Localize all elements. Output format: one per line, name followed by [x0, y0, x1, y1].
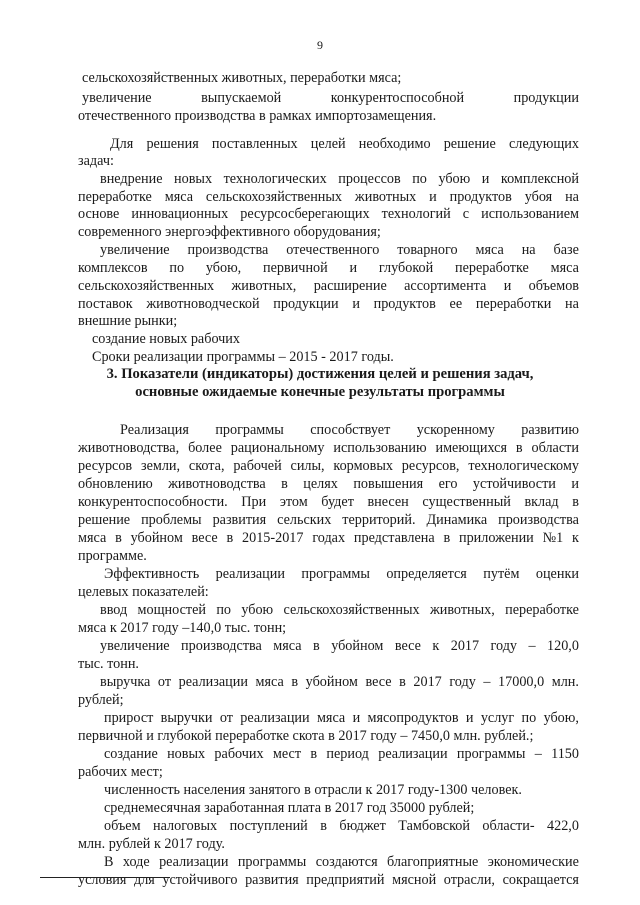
word: поставок	[78, 296, 133, 312]
word: Эффективность	[104, 566, 200, 582]
word: В	[104, 854, 114, 870]
word: –	[528, 638, 536, 654]
text-line	[78, 278, 579, 295]
word: продукции	[513, 90, 579, 106]
word: году	[490, 638, 518, 654]
word: в	[115, 530, 122, 546]
word: ресурсосберегающих	[240, 206, 370, 222]
text-line: Сроки реализации программы – 2015 - 2017 годы.	[92, 349, 394, 365]
word: –	[483, 674, 491, 690]
word: приложении	[458, 530, 534, 546]
word: переработке	[505, 602, 579, 618]
word: продуктов	[449, 189, 512, 205]
word: выпускаемой	[201, 90, 282, 106]
word: расширение	[313, 278, 387, 294]
word: в	[226, 530, 234, 546]
word: ее	[449, 296, 463, 312]
word: поставленных	[211, 136, 298, 152]
word: отрасли,	[443, 872, 495, 888]
word: реализации	[178, 674, 248, 690]
text-line: программе.	[78, 548, 147, 564]
text-line: млн. рублей к 2017 году.	[78, 836, 225, 852]
word: и	[571, 476, 579, 492]
text-line	[104, 746, 579, 763]
word: устойчивого	[162, 872, 238, 888]
word: объемов	[528, 278, 579, 294]
word: мощностей	[137, 602, 206, 618]
word: технологий	[381, 206, 451, 222]
word: программы	[237, 854, 307, 870]
word: глубокой	[378, 260, 434, 276]
word: увеличение	[82, 90, 152, 106]
word: необходимо	[358, 136, 431, 152]
word: налоговых	[153, 818, 218, 834]
word: развитию	[521, 422, 579, 438]
word: выручка	[100, 674, 151, 690]
word: животноводства	[168, 476, 266, 492]
word: будет	[321, 494, 354, 510]
word: рабочих	[214, 746, 264, 762]
text-line	[120, 422, 579, 439]
word: мяса	[475, 242, 504, 258]
text-line	[100, 638, 579, 655]
word: При	[241, 494, 267, 510]
word: сельскохозяйственных	[205, 189, 343, 205]
word: переработки	[475, 296, 552, 312]
word: убойном	[331, 638, 384, 654]
word: комплексов	[78, 260, 148, 276]
word: программы	[301, 566, 370, 582]
word: силы,	[290, 458, 325, 474]
text-line: рабочих мест;	[78, 764, 163, 780]
word: 2017	[450, 638, 480, 654]
text-line: сельскохозяйственных животных, переработки мяса;	[82, 70, 402, 86]
word: внедрение	[100, 171, 163, 187]
word: благоприятные	[387, 854, 479, 870]
word: целей	[310, 136, 346, 152]
text-line: первичной и глубокой переработке скота в 2017 году – 7450,0 млн. рублей.;	[78, 728, 534, 744]
word: сельских	[277, 512, 332, 528]
text-line: целевых показателей:	[78, 584, 209, 600]
word: мяса	[164, 189, 194, 205]
text-line	[100, 171, 579, 188]
text-line	[78, 440, 579, 457]
word: создание	[104, 746, 158, 762]
word: мяса	[255, 674, 284, 690]
word: для	[133, 872, 155, 888]
word: области-	[482, 818, 535, 834]
text-line: мяса к 2017 году –140,0 тыс. тонн;	[78, 620, 287, 636]
word: кормовых	[333, 458, 393, 474]
word: животных,	[429, 602, 495, 618]
word: ресурсов	[78, 458, 133, 474]
word: предприятий	[306, 872, 385, 888]
word: следующих	[508, 136, 579, 152]
word: продукции	[273, 296, 339, 312]
word: комплексной	[500, 171, 579, 187]
text-line: задач:	[78, 153, 114, 169]
word: убоя	[524, 189, 553, 205]
word: товарного	[397, 242, 458, 258]
word: сокращается	[502, 872, 579, 888]
text-line: численность населения занятого в отрасли к 2017 году-1300 человек.	[104, 782, 522, 798]
word: в	[399, 674, 406, 690]
word: мясной	[392, 872, 437, 888]
text-line	[78, 458, 579, 475]
text-line	[78, 206, 579, 223]
word: программы	[215, 422, 284, 438]
word: реализации	[159, 854, 229, 870]
word: использованием	[481, 206, 579, 222]
word: выручки	[160, 710, 213, 726]
word: развития	[245, 872, 299, 888]
word: убою,	[543, 710, 579, 726]
word: Динамика	[426, 512, 488, 528]
word: экономические	[487, 854, 579, 870]
word: к	[432, 638, 440, 654]
word: базе	[553, 242, 579, 258]
word: мяса	[78, 530, 107, 546]
word: мяса	[273, 638, 302, 654]
word: по	[521, 710, 537, 726]
word: развития	[212, 512, 267, 528]
word: 1150	[551, 746, 579, 762]
word: убою,	[205, 260, 242, 276]
word: и	[465, 710, 474, 726]
word: на	[565, 296, 579, 312]
text-line: внешние рынки;	[78, 313, 178, 329]
word: период	[326, 746, 369, 762]
text-line	[100, 674, 579, 691]
word: бюджет	[339, 818, 386, 834]
word: использованию	[333, 440, 427, 456]
word: 2015-2017	[242, 530, 304, 546]
word: более	[188, 440, 222, 456]
word: ходе	[122, 854, 150, 870]
text-line	[78, 189, 579, 206]
word: решения	[146, 136, 199, 152]
word: первичной	[263, 260, 328, 276]
text-line	[78, 494, 579, 511]
word: вклад	[524, 494, 559, 510]
word: №1	[542, 530, 564, 546]
text-line	[104, 854, 579, 871]
word: с	[462, 206, 470, 222]
word: в	[281, 476, 288, 492]
word: программы	[456, 746, 526, 762]
word: повышения	[353, 476, 424, 492]
word: продуктов	[373, 296, 436, 312]
word: устойчивости	[472, 476, 556, 492]
word: реализации	[378, 746, 448, 762]
word: ввод	[100, 602, 128, 618]
word: поступлений	[229, 818, 308, 834]
word: решение	[78, 512, 131, 528]
word: в	[515, 440, 523, 456]
word: этом	[279, 494, 308, 510]
text-line: отечественного производства в рамках импортозамещения.	[78, 108, 437, 124]
word: новых	[167, 746, 206, 762]
word: и	[481, 171, 490, 187]
word: Тамбовской	[398, 818, 470, 834]
word: 422,0	[547, 818, 579, 834]
text-line	[78, 260, 579, 277]
word: объем	[104, 818, 141, 834]
word: в	[313, 638, 320, 654]
word: убойном	[130, 530, 183, 546]
word: обновлению	[78, 476, 153, 492]
word: весе	[365, 674, 392, 690]
word: производства	[498, 512, 579, 528]
word: в	[443, 530, 451, 546]
word: процессов	[338, 171, 401, 187]
word: весе	[191, 530, 218, 546]
text-line	[100, 602, 579, 619]
word: убою	[241, 602, 274, 618]
word: проблемы	[141, 512, 202, 528]
text-line	[104, 710, 579, 727]
word: сельскохозяйственных	[283, 602, 420, 618]
word: целях	[303, 476, 338, 492]
word: на	[521, 242, 536, 258]
word: прирост	[104, 710, 154, 726]
word: по	[169, 260, 185, 276]
text-line	[104, 566, 579, 583]
word: инновационных	[131, 206, 229, 222]
word: новых	[174, 171, 213, 187]
text-line	[78, 530, 579, 547]
word: 17000,0	[498, 674, 545, 690]
word: увеличение	[100, 638, 170, 654]
word: животноводческой	[146, 296, 260, 312]
word: услуг	[480, 710, 515, 726]
word: сельскохозяйственных	[78, 278, 215, 294]
text-line	[82, 90, 579, 107]
word: создаются	[315, 854, 378, 870]
word: от	[157, 674, 172, 690]
text-line	[100, 242, 579, 259]
word: области	[531, 440, 579, 456]
word: конкурентоспособной	[330, 90, 465, 106]
word: животноводства,	[78, 440, 180, 456]
word: внесен	[367, 494, 409, 510]
footnote-rule	[40, 877, 170, 878]
word: и	[429, 189, 437, 205]
word: основе	[78, 206, 120, 222]
word: году	[449, 674, 476, 690]
word: земли,	[140, 458, 181, 474]
word: его	[438, 476, 458, 492]
word: конкурентоспособности.	[78, 494, 228, 510]
word: увеличение	[100, 242, 170, 258]
word: Для	[110, 136, 134, 152]
word: на	[565, 189, 579, 205]
word: переработке	[78, 189, 152, 205]
word: в	[291, 674, 299, 690]
word: в	[320, 818, 327, 834]
text-line: рублей;	[78, 692, 124, 708]
text-line: среднемесячная заработанная плата в 2017 год 35000 рублей;	[104, 800, 475, 816]
word: производства	[187, 242, 269, 258]
section-heading-line-2: основные ожидаемые конечные результаты программы	[135, 384, 505, 400]
text-line	[78, 872, 579, 889]
text-line: современного энергоэффективного оборудования;	[78, 224, 381, 240]
word: решение	[443, 136, 496, 152]
word: производства	[181, 638, 262, 654]
word: млн.	[551, 674, 579, 690]
word: Реализация	[120, 422, 189, 438]
word: реализации	[240, 710, 310, 726]
word: животных	[354, 189, 417, 205]
word: отечественного	[286, 242, 380, 258]
text-line	[78, 512, 579, 529]
word: и	[503, 278, 512, 294]
word: весе	[394, 638, 421, 654]
page-number: 9	[317, 38, 323, 52]
word: животных,	[231, 278, 297, 294]
text-line: тыс. тонн.	[78, 656, 139, 672]
word: убою	[438, 171, 471, 187]
word: ассортимента	[404, 278, 487, 294]
word: от	[219, 710, 233, 726]
word: скота,	[188, 458, 225, 474]
word: рабочей	[233, 458, 282, 474]
word: –	[534, 746, 542, 762]
section-heading-line-1: 3. Показатели (индикаторы) достижения целей и решения задач,	[106, 366, 534, 382]
text-line	[110, 136, 579, 153]
word: территорий.	[342, 512, 416, 528]
word: 120,0	[547, 638, 579, 654]
word: оценки	[535, 566, 579, 582]
word: убойном	[305, 674, 358, 690]
word: технологическому	[468, 458, 579, 474]
word: имеющихся	[435, 440, 507, 456]
word: определяется	[386, 566, 467, 582]
word: путём	[483, 566, 520, 582]
word: 2017	[413, 674, 442, 690]
word: по	[412, 171, 427, 187]
word: способствует	[310, 422, 391, 438]
word: и	[352, 710, 361, 726]
text-line: создание новых рабочих	[92, 331, 240, 347]
word: к	[572, 530, 579, 546]
word: мест	[272, 746, 302, 762]
word: представлена	[353, 530, 435, 546]
word: в	[310, 746, 318, 762]
word: реализации	[215, 566, 285, 582]
word: ресурсов,	[401, 458, 460, 474]
word: условия	[78, 872, 127, 888]
word: ускоренному	[416, 422, 495, 438]
word: и	[352, 296, 360, 312]
text-line	[104, 818, 579, 835]
word: мяса	[550, 260, 579, 276]
word: существенный	[422, 494, 511, 510]
word: в	[572, 494, 579, 510]
text-line	[78, 476, 579, 493]
text-line	[78, 296, 579, 313]
word: переработке	[454, 260, 529, 276]
word: технологических	[223, 171, 327, 187]
word: рациональному	[230, 440, 325, 456]
word: и	[349, 260, 358, 276]
word: годах	[312, 530, 346, 546]
word: мяса	[316, 710, 346, 726]
word: мясопродуктов	[367, 710, 459, 726]
word: по	[216, 602, 231, 618]
